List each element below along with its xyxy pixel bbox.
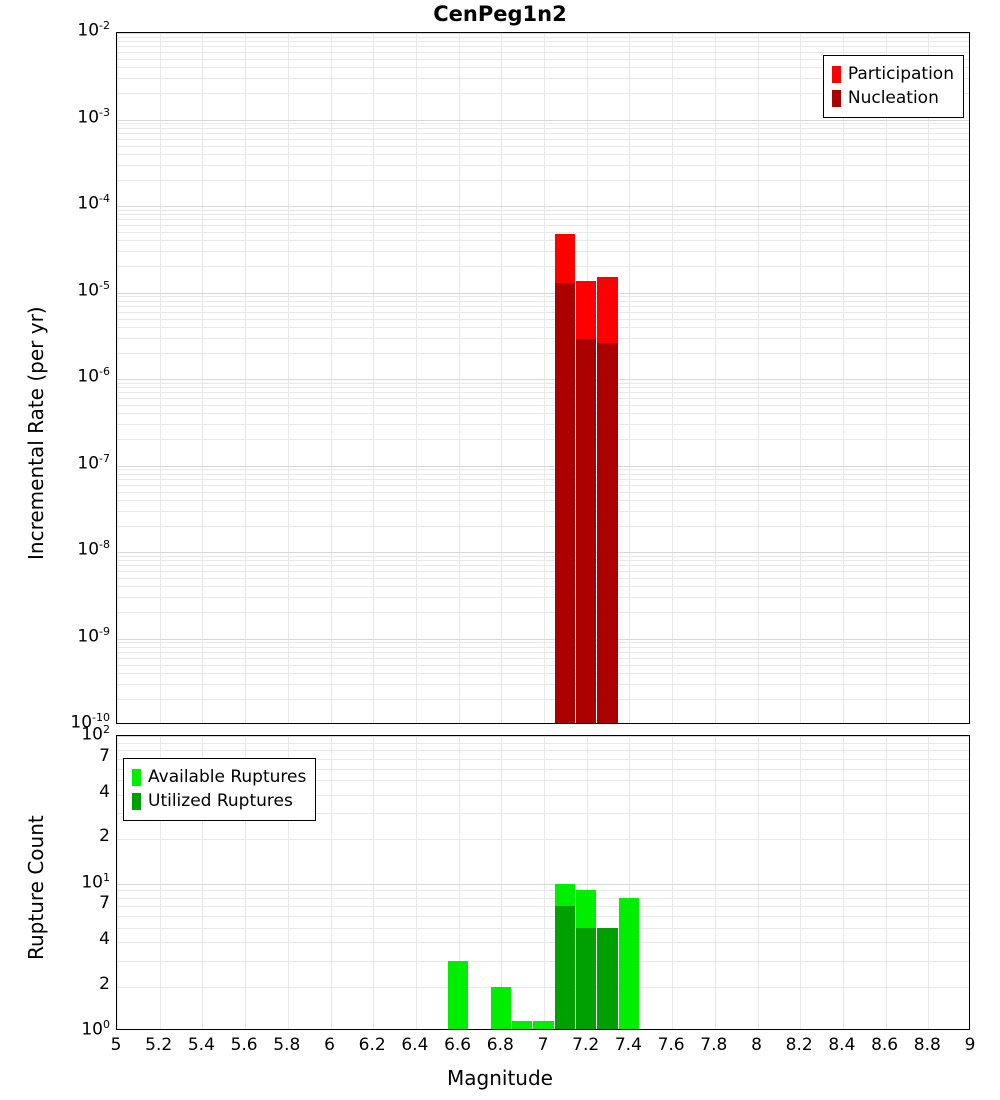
bar-available-ruptures [533,1021,553,1030]
page-title: CenPeg1n2 [433,2,567,26]
x-tick-label: 8.6 [871,1035,899,1055]
x-tick-label: 8.8 [913,1035,941,1055]
x-tick-label: 7 [537,1035,549,1055]
x-tick-label: 6.6 [444,1035,472,1055]
legend-label-nucleation: Nucleation [847,88,939,108]
legend-label-utilized-ruptures: Utilized Ruptures [148,791,293,811]
y-tick-label: 2 [99,826,110,847]
x-tick-label: 6.4 [401,1035,429,1055]
y-tick-label: $10^2$ [81,723,110,745]
y-tick-label: $10^{-8}$ [77,538,110,560]
incremental-rate-panel [116,32,970,724]
y-tick-label: $10^{-2}$ [77,19,110,41]
x-tick-label: 5.6 [230,1035,258,1055]
legend-item-nucleation [832,86,954,110]
y-tick-label: $10^{-6}$ [77,365,110,387]
bar-nucleation [555,283,575,724]
bar-nucleation [597,343,617,724]
y-axis-label-incremental-rate: Incremental Rate (per yr) [24,306,48,560]
x-tick-label: 8.4 [828,1035,856,1055]
legend-swatch-participation [832,66,841,83]
legend-incremental-rate [823,55,964,118]
bar-nucleation [576,339,596,724]
x-tick-label: 7.8 [700,1035,728,1055]
legend-rupture-count [123,758,316,821]
top-y-axis-ticks [0,19,110,733]
legend-item-available-ruptures [132,765,306,789]
y-tick-label: $10^{-3}$ [77,105,110,128]
bar-available-ruptures [491,987,511,1030]
y-tick-label: $10^{-10}$ [70,711,110,733]
x-tick-label: 7.2 [572,1035,600,1055]
bar-utilized-ruptures [555,906,575,1030]
y-tick-label: $10^1$ [81,870,110,893]
bar-utilized-ruptures [576,928,596,1030]
x-tick-label: 8.2 [785,1035,813,1055]
y-tick-label: $10^{-7}$ [77,451,110,474]
y-axis-label-rupture-count: Rupture Count [24,815,48,960]
x-tick-label: 5.2 [145,1035,173,1055]
legend-swatch-utilized-ruptures [132,793,141,810]
x-tick-label: 9 [964,1035,976,1055]
legend-item-utilized-ruptures [132,789,306,813]
x-tick-label: 7.4 [614,1035,642,1055]
bar-available-ruptures [619,898,639,1030]
y-tick-label: $10^{-5}$ [77,278,110,301]
x-tick-label: 6.8 [486,1035,514,1055]
bar-available-ruptures [448,961,468,1030]
y-tick-label: 4 [99,929,110,950]
y-tick-label: 2 [99,973,110,994]
y-tick-label: $10^{-4}$ [77,192,110,214]
bottom-y-axis-ticks [0,723,110,1040]
legend-item-participation [832,62,954,86]
y-tick-label: 4 [99,781,110,802]
y-tick-label: 7 [99,745,110,766]
x-tick-label: 7.6 [657,1035,685,1055]
x-tick-label: 6 [324,1035,335,1055]
x-tick-label: 5.4 [187,1035,215,1055]
y-tick-label: $10^0$ [81,1018,110,1040]
legend-label-available-ruptures: Available Ruptures [148,767,307,787]
x-tick-label: 5 [110,1035,122,1055]
bar-utilized-ruptures [597,928,617,1030]
y-tick-label: 7 [99,893,110,914]
y-tick-label: $10^{-9}$ [77,624,110,647]
bar-available-ruptures [512,1021,532,1030]
x-tick-label: 5.8 [273,1035,301,1055]
rupture-count-panel [116,735,970,1030]
x-axis-label: Magnitude [447,1066,553,1090]
top-bars [117,33,969,723]
legend-swatch-available-ruptures [132,769,141,786]
legend-swatch-nucleation [832,90,841,107]
legend-label-participation: Participation [847,64,954,84]
x-tick-label: 6.2 [358,1035,386,1055]
x-tick-label: 8 [751,1035,762,1055]
